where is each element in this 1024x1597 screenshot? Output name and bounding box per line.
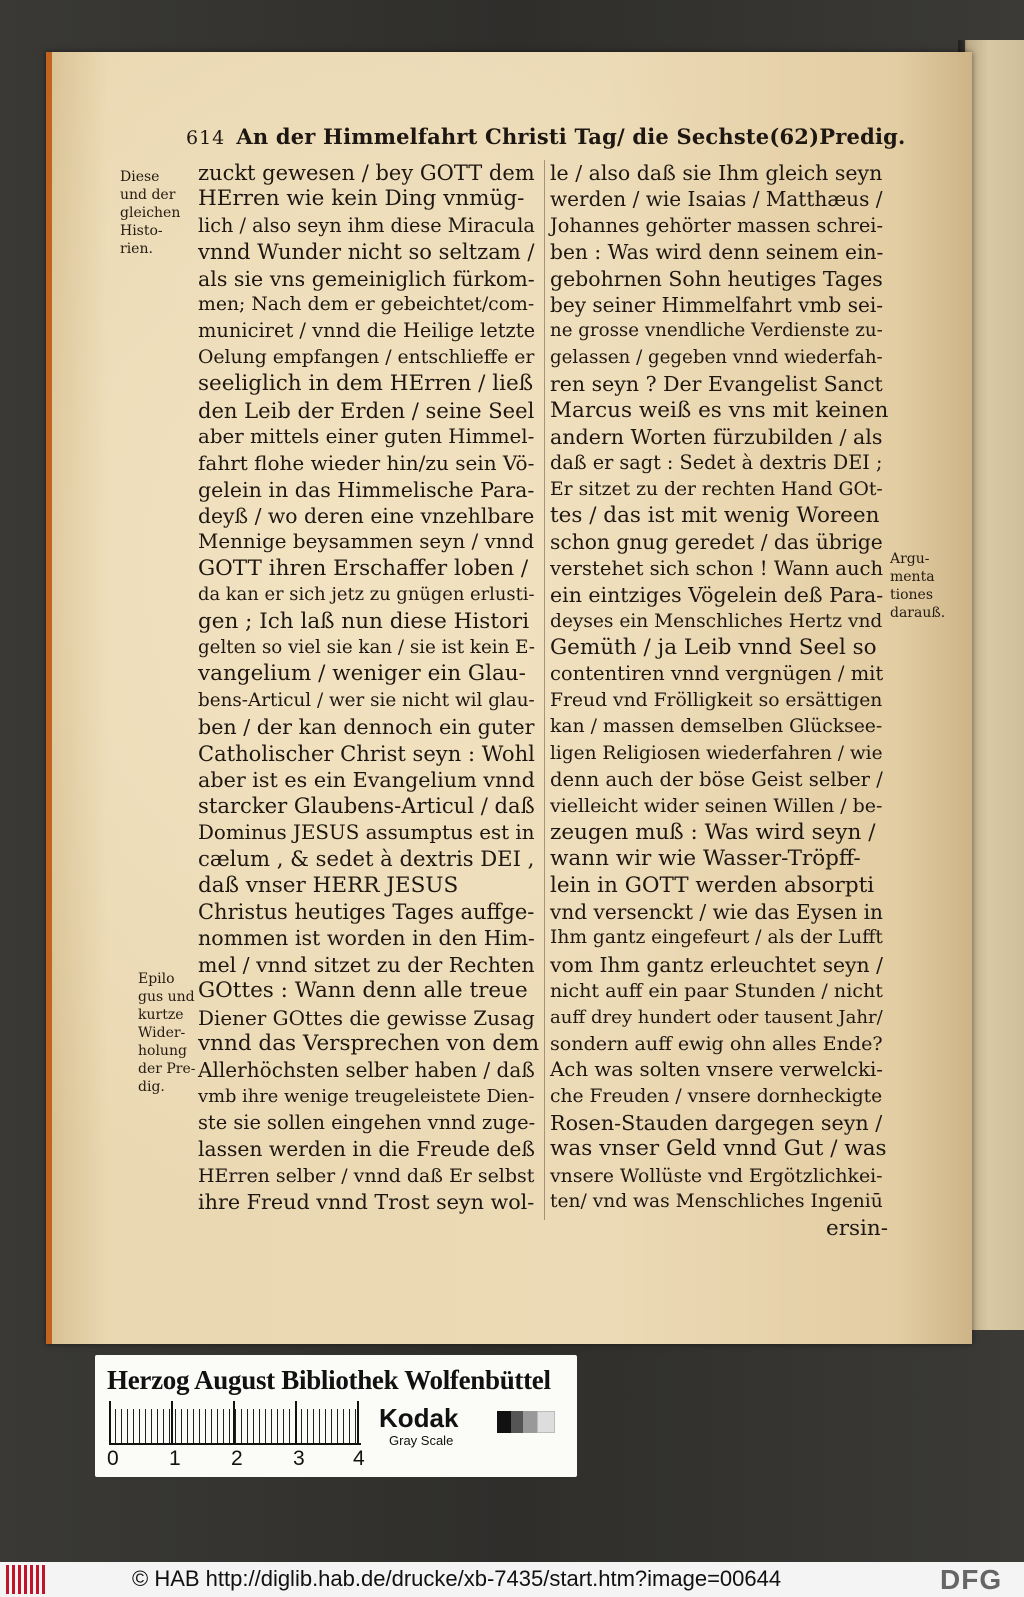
text-line: ein eintziges Vögelein deß Para- bbox=[550, 583, 884, 608]
text-line: ben : Was wird denn seinem ein- bbox=[550, 240, 884, 265]
text-line: nicht auff ein paar Stunden / nicht bbox=[550, 980, 883, 1003]
source-credit[interactable]: © HAB http://diglib.hab.de/drucke/xb-7435/start.htm?image=00644 bbox=[132, 1566, 782, 1591]
margin-note-line: tiones bbox=[890, 587, 934, 603]
margin-note-epilogue bbox=[138, 970, 200, 1096]
text-line: was vnser Geld vnnd Gut / was bbox=[550, 1136, 887, 1162]
hab-logo-icon bbox=[6, 1565, 46, 1594]
text-line: deyß / wo deren eine vnzehlbare bbox=[198, 504, 535, 529]
gray-swatch-dark bbox=[511, 1411, 523, 1433]
margin-note-line: Argu- bbox=[890, 551, 930, 567]
text-line: GOttes : Wann denn alle treue bbox=[198, 978, 528, 1004]
text-line: fahrt flohe wieder hin/zu sein Vö- bbox=[198, 451, 535, 476]
text-line: andern Worten fürzubilden / als bbox=[550, 424, 883, 449]
text-column-left bbox=[198, 160, 540, 1216]
page-number: 614 bbox=[186, 127, 226, 149]
text-line: ne grosse vnendliche Verdienste zu- bbox=[550, 320, 883, 342]
text-line: daß vnser HERR JESUS bbox=[198, 872, 459, 898]
text-line: ste sie sollen eingehen vnnd zuge- bbox=[198, 1111, 536, 1135]
text-line: vangelium / weniger ein Glau- bbox=[198, 661, 526, 687]
text-line: municiret / vnnd die Heilige letzte bbox=[198, 319, 536, 343]
institution-name: Herzog August Bibliothek Wolfenbüttel bbox=[107, 1365, 551, 1395]
text-line: zeugen muß : Was wird seyn / bbox=[550, 819, 876, 845]
gray-swatch-black bbox=[497, 1411, 511, 1433]
text-line: che Freuden / vnsere dornheckigte bbox=[550, 1085, 883, 1107]
text-line: Dominus JESUS assumptus est in bbox=[198, 820, 535, 844]
text-line: Er sitzet zu der rechten Hand GOt- bbox=[550, 478, 883, 500]
text-line: denn auch der böse Geist selber / bbox=[550, 767, 883, 791]
text-line: vielleicht wider seinen Willen / be- bbox=[550, 795, 883, 818]
text-column-right bbox=[550, 160, 888, 1242]
text-line: Mennige beysammen seyn / vnnd bbox=[198, 530, 535, 554]
ruler-label: 1 bbox=[169, 1447, 181, 1470]
text-line: gebohrnen Sohn heutiges Tages bbox=[550, 266, 883, 291]
text-line: Diener GOttes die gewisse Zusag bbox=[198, 1005, 535, 1030]
text-line: Oelung empfangen / entschlieffe er bbox=[198, 346, 535, 368]
text-line: cælum , & sedet à dextris DEI , bbox=[198, 846, 535, 872]
margin-note-line: gleichen bbox=[120, 205, 181, 221]
text-line: Allerhöchsten selber haben / daß bbox=[198, 1058, 535, 1083]
text-line: ligen Religiosen wiederfahren / wie bbox=[550, 742, 883, 764]
margin-note-line: holung bbox=[138, 1043, 187, 1059]
text-line: kan / massen demselben Glückseе- bbox=[550, 716, 883, 738]
margin-note-line: menta bbox=[890, 569, 935, 585]
text-line: wann wir wie Wasser-Tröpff- bbox=[550, 846, 861, 872]
text-line: Ach was solten vnsere verwelcki- bbox=[550, 1058, 883, 1082]
gray-scale-label: Gray Scale bbox=[389, 1433, 454, 1448]
text-line: starcker Glaubens-Articul / daß bbox=[198, 793, 535, 819]
text-line: Catholischer Christ seyn : Wohl bbox=[198, 740, 535, 766]
text-line: den Leib der Erden / seine Seel bbox=[198, 397, 535, 423]
ruler-baseline bbox=[109, 1443, 361, 1445]
text-line: Ihm gantz eingefeurt / als der Lufft bbox=[550, 927, 883, 949]
margin-note-line: Histo- bbox=[120, 223, 163, 239]
text-line: sondern auff ewig ohn alles Ende? bbox=[550, 1032, 883, 1055]
text-line: lassen werden in die Freude deß bbox=[198, 1137, 535, 1162]
ruler-label: 2 bbox=[231, 1447, 243, 1470]
text-line: contentiren vnnd vergnügen / mit bbox=[550, 662, 884, 686]
text-line: men; Nach dem er gebeichtet/com- bbox=[198, 293, 535, 315]
column-divider bbox=[544, 160, 545, 1220]
text-line: seeliglich in dem HErren / ließ bbox=[198, 371, 534, 397]
text-line: daß er sagt : Sedet à dextris DEI ; bbox=[550, 451, 883, 475]
text-line: gelein in das Himmelische Para- bbox=[198, 477, 535, 502]
text-line: bens-Articul / wer sie nicht wil glau- bbox=[198, 689, 535, 711]
margin-note-line: kurtze bbox=[138, 1007, 184, 1023]
text-line: HErren wie kein Ding vnmüg- bbox=[198, 186, 525, 212]
ruler-labels bbox=[105, 1447, 375, 1473]
gray-swatch-light bbox=[537, 1411, 555, 1433]
text-line: mel / vnnd sitzet zu der Rechten bbox=[198, 952, 535, 977]
text-line: verstehet sich schon ! Wann auch bbox=[550, 556, 884, 580]
text-line: Rosen-Stauden dargegen seyn / bbox=[550, 1111, 883, 1136]
text-line: vnnd das Versprechen von dem bbox=[198, 1030, 540, 1056]
text-line: gen ; Ich laß nun diese Histori bbox=[198, 608, 530, 634]
margin-note-argumentationes bbox=[890, 550, 964, 622]
margin-note-line: rien. bbox=[120, 241, 153, 257]
text-line: Gemüth / ja Leib vnnd Seel so bbox=[550, 635, 877, 661]
facing-page-edge bbox=[965, 40, 1024, 1330]
ruler-major-ticks bbox=[109, 1401, 359, 1445]
text-line: Marcus weiß es vns mit keinen bbox=[550, 397, 889, 423]
text-line: bey seiner Himmelfahrt vmb sei- bbox=[550, 292, 884, 317]
text-line: Johannes gehörter massen schrei- bbox=[550, 213, 883, 237]
kodak-logo: Kodak bbox=[379, 1403, 459, 1433]
ruler-label: 0 bbox=[107, 1447, 119, 1470]
page-header bbox=[186, 124, 906, 156]
margin-note-line: Epilo bbox=[138, 971, 175, 987]
text-line: auff drey hundert oder tausent Jahr/ bbox=[550, 1006, 883, 1028]
text-line: als sie vns gemeiniglich fürkom- bbox=[198, 266, 535, 291]
text-line: gelten so viel sie kan / sie ist kein E- bbox=[198, 637, 535, 659]
text-line: gelassen / gegeben vnnd wiederfah- bbox=[550, 346, 883, 368]
text-line: Christus heutiges Tages auffge- bbox=[198, 899, 535, 924]
text-line: da kan er sich jetz zu gnügen erlusti- bbox=[198, 584, 535, 606]
margin-note-line: Wider- bbox=[138, 1025, 186, 1041]
text-line: aber mittels einer guten Himmel- bbox=[198, 424, 535, 448]
text-line: tes / das ist mit wenig Woreen bbox=[550, 503, 880, 529]
text-line: vnd versenckt / wie das Eysen in bbox=[550, 899, 883, 924]
text-line: HErren selber / vnnd daß Er selbst bbox=[198, 1164, 535, 1187]
text-line: aber ist es ein Evangelium vnnd bbox=[198, 767, 535, 792]
margin-note-line: darauß. bbox=[890, 605, 946, 621]
text-line: ten/ vnd was Menschliches Ingeniū bbox=[550, 1191, 883, 1213]
ruler-label: 4 bbox=[353, 1447, 365, 1470]
margin-note-line: gus und bbox=[138, 989, 195, 1005]
text-line: vnnd Wunder nicht so seltzam / bbox=[198, 239, 535, 265]
ruler-label: 3 bbox=[293, 1447, 305, 1470]
text-line: vmb ihre wenige treugeleistete Dien- bbox=[198, 1085, 535, 1107]
margin-note-line: und der bbox=[120, 187, 176, 203]
text-line: GOTT ihren Erschaffer loben / bbox=[198, 555, 529, 581]
text-line: werden / wie Isaias / Matthæus / bbox=[550, 187, 883, 212]
gray-swatch-mid bbox=[523, 1411, 537, 1433]
text-line: ihre Freud vnnd Trost seyn wol- bbox=[198, 1190, 535, 1215]
text-line: ren seyn ? Der Evangelist Sanct bbox=[550, 372, 883, 397]
text-line: le / also daß sie Ihm gleich seyn bbox=[550, 161, 883, 185]
dfg-logo: DFG bbox=[940, 1564, 1003, 1595]
color-calibration-card bbox=[95, 1355, 577, 1477]
text-line: lich / also seyn ihm diese Miracula bbox=[198, 213, 535, 237]
text-line: vnsere Wollüste vnd Ergötzlichkei- bbox=[550, 1164, 883, 1187]
text-line: ben / der kan dennoch ein guter bbox=[198, 715, 535, 740]
text-line: lein in GOTT werden absorpti bbox=[550, 872, 875, 898]
text-line: Freud vnd Frölligkeit so ersättigen bbox=[550, 689, 883, 711]
margin-note-line: Diese bbox=[120, 169, 160, 185]
catchword: ersin- bbox=[825, 1215, 888, 1241]
footer-bar bbox=[0, 1562, 1024, 1597]
margin-note-line: dig. bbox=[138, 1079, 165, 1095]
margin-note-line: der Pre- bbox=[138, 1061, 196, 1077]
text-line: vom Ihm gantz erleuchtet seyn / bbox=[550, 952, 883, 977]
running-title: An der Himmelfahrt Christi Tag/ die Sechste(62)Predig. bbox=[236, 124, 906, 149]
text-line: schon gnug geredet / das übrige bbox=[550, 530, 883, 555]
text-line: zuckt gewesen / bey GOTT dem bbox=[198, 161, 535, 185]
margin-note-histories bbox=[120, 168, 188, 258]
text-line: nommen ist worden in den Him- bbox=[198, 926, 535, 951]
text-line: deyses ein Menschliches Hertz vnd bbox=[550, 610, 883, 632]
